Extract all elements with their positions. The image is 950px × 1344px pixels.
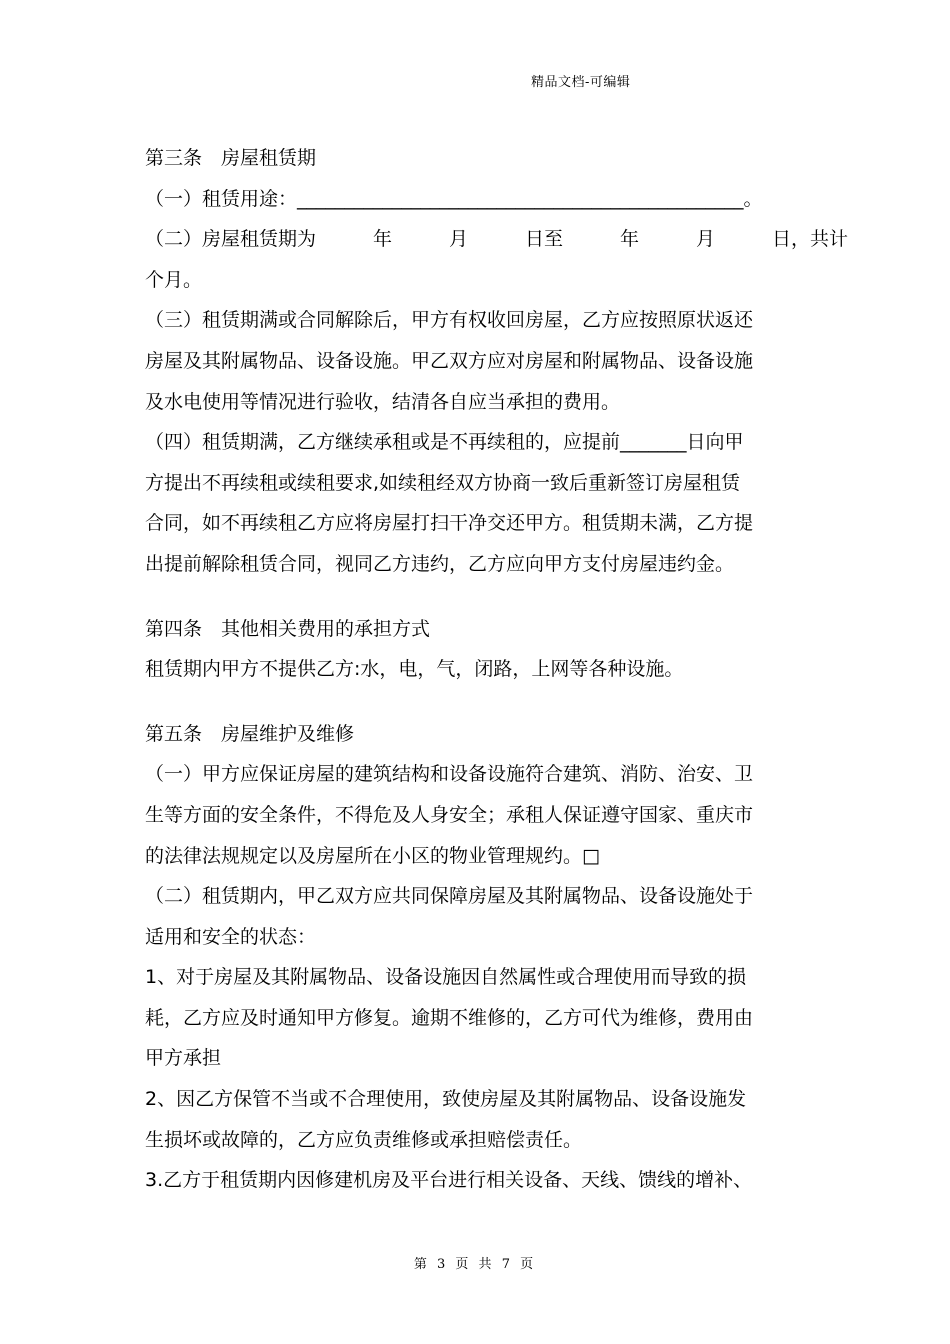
paragraph-line: （一）租赁用途：_______________________________________________。 [145,187,763,210]
section-gap [145,585,810,609]
paragraph-line: 合同，如不再续租乙方应将房屋打扫干净交还甲方。租赁期未满，乙方提 [145,512,754,535]
page-header: 精品文档-可编辑 [531,75,631,90]
article-3-title: 第三条 房屋租赁期 [145,147,317,169]
paragraph-line: （一）甲方应保证房屋的建筑结构和设备设施符合建筑、消防、治安、卫 [145,763,754,786]
paragraph-line: 租赁期内甲方不提供乙方:水，电，气，闭路，上网等各种设施。 [145,658,684,681]
paragraph-line: 2、因乙方保管不当或不合理使用，致使房屋及其附属物品、设备设施发 [145,1088,747,1111]
article-5-title: 第五条 房屋维护及维修 [145,722,355,745]
paragraph-line: 及水电使用等情况进行验收，结清各自应当承担的费用。 [145,390,621,413]
paragraph-line: 1、对于房屋及其附属物品、设备设施因自然属性或合理使用而导致的损 [145,966,747,989]
paragraph-line: （二）房屋租赁期为 年 月 日至 年 月 日，共计 [145,228,849,251]
paragraph-line: （二）租赁期内，甲乙双方应共同保障房屋及其附属物品、设备设施处于 [145,885,754,908]
paragraph-line: 耗，乙方应及时通知甲方修复。逾期不维修的，乙方可代为维修，费用由 [145,1006,754,1029]
section-gap [145,690,810,714]
article-4-title: 第四条 其他相关费用的承担方式 [145,617,431,640]
document-body [145,138,849,1201]
paragraph-line: 房屋及其附属物品、设备设施。甲乙双方应对房屋和附属物品、设备设施 [145,349,754,372]
paragraph-line: 3.乙方于租赁期内因修建机房及平台进行相关设备、天线、馈线的增补、 [145,1169,753,1192]
paragraph-line: （三）租赁期满或合同解除后，甲方有权收回房屋，乙方应按照原状返还 [145,309,754,332]
paragraph-line: 方提出不再续租或续租要求,如续租经双方协商一致后重新签订房屋租赁 [145,471,741,494]
paragraph-line: 适用和安全的状态： [145,925,317,948]
paragraph-line: 的法律法规规定以及房屋所在小区的物业管理规约。□ [145,844,600,867]
paragraph-line: 生损坏或故障的，乙方应负责维修或承担赔偿责任。 [145,1128,583,1151]
paragraph-line: 甲方承担 [145,1047,222,1070]
paragraph-line: （四）租赁期满，乙方继续承租或是不再续租的，应提前_______日向甲 [145,431,744,454]
paragraph-line: 出提前解除租赁合同，视同乙方违约，乙方应向甲方支付房屋违约金。 [145,552,735,575]
paragraph-line: 生等方面的安全条件，不得危及人身安全；承租人保证遵守国家、重庆市 [145,803,754,826]
page-footer: 第 3 页 共 7 页 [413,1257,537,1272]
paragraph-line: 个月。 [145,268,203,291]
